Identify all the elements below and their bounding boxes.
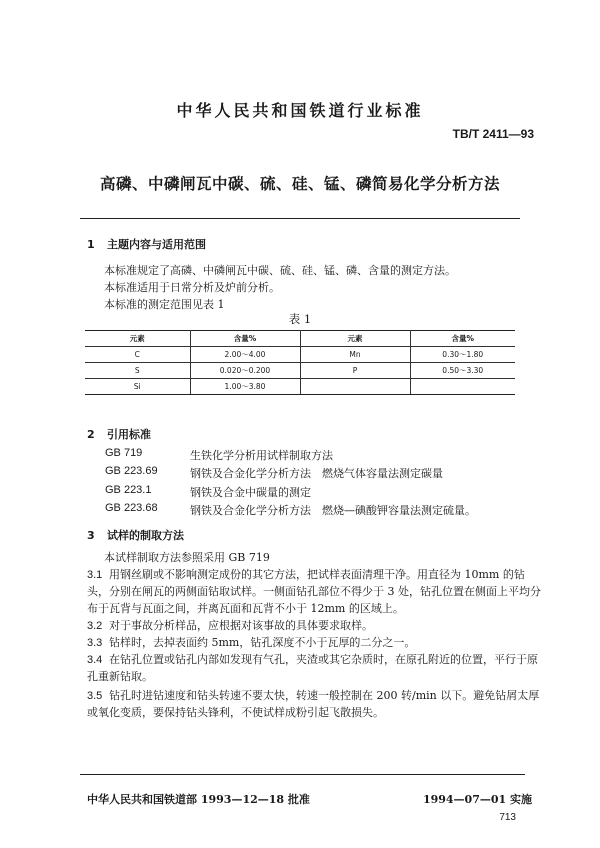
section-1-heading bbox=[87, 236, 206, 252]
section-3-number: 3 bbox=[87, 529, 95, 542]
table-cell: 0.50～3.30 bbox=[410, 363, 515, 379]
clause-number: 3.4 bbox=[87, 654, 103, 666]
table-cell: P bbox=[300, 363, 410, 379]
section-2-title: 引用标准 bbox=[107, 428, 151, 441]
reference-title: 钢铁及合金化学分析方法 燃烧—碘酸钾容量法测定硫量。 bbox=[190, 504, 476, 517]
table-cell: 1.00～3.80 bbox=[190, 379, 300, 395]
reference-title: 钢铁及合金化学分析方法 燃烧气体容量法测定碳量 bbox=[190, 467, 443, 480]
reference-item bbox=[105, 502, 535, 518]
reference-code: GB 223.68 bbox=[105, 502, 158, 514]
table-row bbox=[85, 347, 515, 363]
reference-code: GB 223.69 bbox=[105, 465, 158, 477]
section-1-paragraph: 本标准适用于日常分析及炉前分析。 bbox=[104, 281, 280, 294]
clause-number: 3.2 bbox=[87, 620, 103, 632]
table-cell: 0.020～0.200 bbox=[190, 363, 300, 379]
table-row bbox=[85, 379, 515, 395]
section-2-number: 2 bbox=[87, 428, 95, 441]
clause-text-line: 对于事故分析样品，应根据对该事故的具体要求取样。 bbox=[109, 619, 373, 632]
section-3-heading bbox=[87, 527, 184, 543]
clause-3-4 bbox=[87, 651, 538, 669]
clause-3-1 bbox=[87, 566, 525, 584]
reference-item bbox=[105, 447, 525, 463]
table-header-cell: 含量% bbox=[190, 331, 300, 347]
clause-number: 3.5 bbox=[87, 690, 103, 702]
document-title: 高磷、中磷闸瓦中碳、硫、硅、锰、磷简易化学分析方法 bbox=[99, 175, 500, 193]
table-row bbox=[85, 363, 515, 379]
clause-number: 3.1 bbox=[87, 569, 103, 581]
table-caption: 表 1 bbox=[288, 312, 312, 326]
table-header-cell: 元素 bbox=[300, 331, 410, 347]
clause-text-line: 在钻孔位置或钻孔内部如发现有气孔，夹渣或其它杂质时，在原孔附近的位置，平行于原 bbox=[109, 653, 538, 666]
clause-number: 3.3 bbox=[87, 637, 103, 649]
clause-3-3 bbox=[87, 634, 415, 652]
section-2-heading bbox=[87, 426, 151, 442]
table-header-cell: 含量% bbox=[410, 331, 515, 347]
clause-text-line: 布于瓦背与瓦面之间，并离瓦面和瓦背不小于 12mm 的区域上。 bbox=[87, 602, 404, 615]
scope-table bbox=[85, 330, 515, 395]
page-number: 713 bbox=[499, 812, 516, 823]
clause-3-5 bbox=[87, 687, 539, 705]
table-cell bbox=[300, 379, 410, 395]
table-header-cell: 元素 bbox=[85, 331, 190, 347]
clause-text-line: 用钢丝刷或不影响测定成份的其它方法，把试样表面清理干净。用直径为 10mm 的钻 bbox=[109, 568, 525, 581]
table-header-row bbox=[85, 331, 515, 347]
reference-code: GB 223.1 bbox=[105, 484, 152, 496]
approval-line: 中华人民共和国铁道部 1993—12—18 批准 bbox=[87, 793, 310, 806]
standard-code: TB/T 2411—93 bbox=[452, 127, 534, 141]
clause-text-line: 头，分别在闸瓦的两侧面钻取试样。一侧面钻孔部位不得少于 3 处，钻孔位置在侧面上平均分 bbox=[87, 585, 541, 598]
section-1-paragraph: 本标准规定了高磷、中磷闸瓦中碳、硫、硅、锰、磷、含量的测定方法。 bbox=[104, 264, 456, 277]
reference-item bbox=[105, 465, 525, 481]
table-cell: S bbox=[85, 363, 190, 379]
table-cell: C bbox=[85, 347, 190, 363]
clause-text-line: 钻样时，去掉表面约 5mm，钻孔深度不小于瓦厚的二分之一。 bbox=[109, 636, 416, 649]
table-cell: Mn bbox=[300, 347, 410, 363]
clause-text-line: 钻孔时进钻速度和钻头转速不要太快，转速一般控制在 200 转/min 以下。避免钻屑太厚 bbox=[109, 689, 540, 702]
section-1-number: 1 bbox=[87, 238, 95, 251]
table-cell: 2.00～4.00 bbox=[190, 347, 300, 363]
reference-item bbox=[105, 484, 525, 500]
reference-code: GB 719 bbox=[105, 447, 143, 459]
table-cell bbox=[410, 379, 515, 395]
reference-title: 钢铁及合金中碳量的测定 bbox=[190, 486, 311, 499]
title-divider bbox=[80, 218, 520, 219]
clause-3-2 bbox=[87, 617, 373, 635]
table-cell: 0.30～1.80 bbox=[410, 347, 515, 363]
section-3-title: 试样的制取方法 bbox=[107, 529, 184, 542]
clause-text-line: 孔重新钻取。 bbox=[87, 670, 153, 683]
clause-text-line: 或氧化变质，要保持钻头锋利，不使试样成粉引起飞散损失。 bbox=[87, 706, 384, 719]
section-1-paragraph: 本标准的测定范围见表 1 bbox=[104, 298, 225, 311]
table-cell: Si bbox=[85, 379, 190, 395]
implementation-date: 1994—07—01 实施 bbox=[422, 793, 532, 806]
footer-divider bbox=[80, 774, 525, 775]
industry-standard-heading: 中华人民共和国铁道行业标准 bbox=[176, 101, 424, 120]
section-1-title: 主题内容与适用范围 bbox=[107, 238, 206, 251]
reference-title: 生铁化学分析用试样制取方法 bbox=[190, 449, 333, 462]
section-3-intro: 本试样制取方法参照采用 GB 719 bbox=[104, 551, 270, 564]
